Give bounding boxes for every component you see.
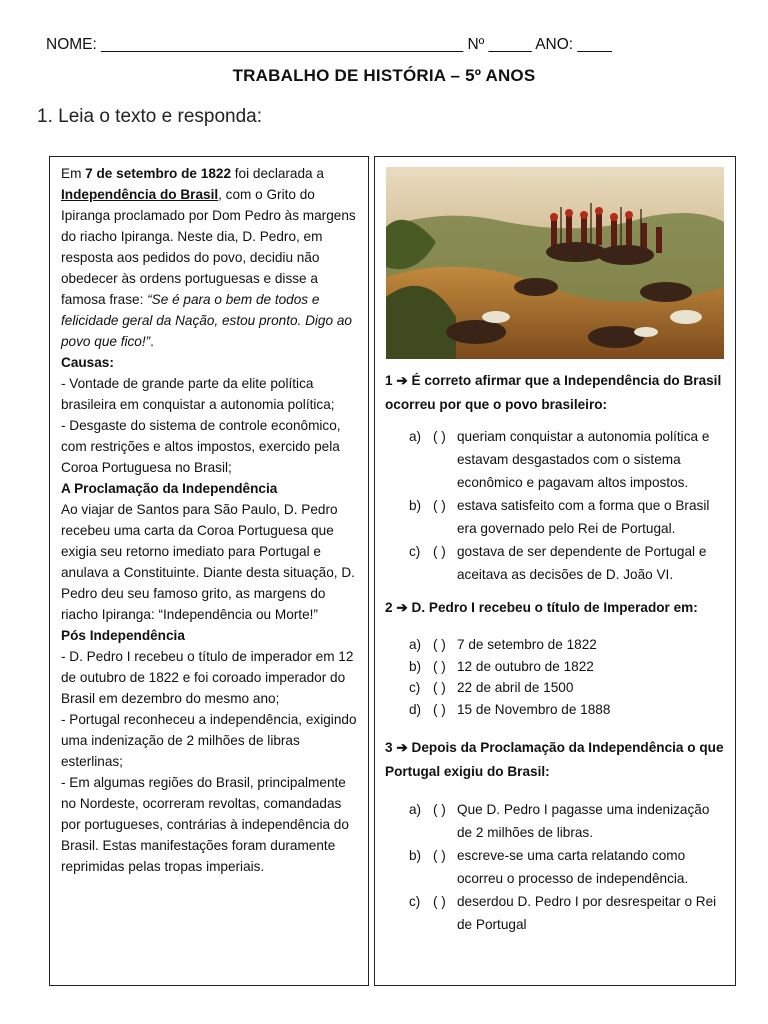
question-number: 2 — [385, 600, 393, 615]
option-b[interactable] — [409, 656, 725, 678]
answer-checkbox[interactable]: ( ) — [433, 429, 446, 444]
page-title: TRABALHO DE HISTÓRIA – 5º ANOS — [232, 66, 536, 85]
option-letter: a) — [409, 429, 422, 444]
option-text: 7 de setembro de 1822 — [457, 637, 597, 652]
question-text: D. Pedro I recebeu o título de Imperador em: — [411, 600, 698, 615]
text-fragment: foi declarada a — [231, 166, 324, 181]
option-d[interactable] — [409, 699, 725, 721]
causas-heading: Causas: — [61, 355, 114, 370]
causa-item: - Vontade de grande parte da elite política brasileira em conquistar a autonomia política; — [61, 376, 335, 412]
answer-checkbox[interactable]: ( ) — [433, 848, 446, 863]
pos-item: - Em algumas regiões do Brasil, principalmente no Nordeste, ocorreram revoltas, comandadas por portugueses, contrárias à independência do Brasil. Estas manifestações foram duramente reprimidas pelas tropas imperiais. — [61, 775, 349, 874]
answer-checkbox[interactable]: ( ) — [433, 802, 446, 817]
option-letter: c) — [409, 894, 421, 909]
option-letter: c) — [409, 680, 421, 695]
question-2-title — [385, 596, 725, 620]
famous-quote: “Se é para o bem de todos e felicidade geral da Nação, estou pronto. Digo ao povo que fico!” — [61, 292, 352, 349]
question-number: 1 — [385, 373, 393, 388]
question-3-options — [385, 798, 725, 936]
question-2-options — [385, 634, 725, 720]
highlight-date: 7 de setembro de 1822 — [85, 166, 231, 181]
question-2 — [385, 596, 725, 720]
option-text: gostava de ser dependente de Portugal e aceitava as decisões de D. João VI. — [457, 544, 707, 582]
pos-independencia-heading: Pós Independência — [61, 628, 185, 643]
arrow-icon: ➔ — [396, 740, 408, 755]
option-text: queriam conquistar a autonomia política e estavam desgastados com o sistema econômico e pagavam altos impostos. — [457, 429, 710, 490]
question-1 — [385, 369, 725, 586]
answer-checkbox[interactable]: ( ) — [433, 894, 446, 909]
questions-box — [374, 156, 736, 986]
question-text: É correto afirmar que a Independência do Brasil ocorreu por que o povo brasileiro: — [385, 373, 722, 412]
question-1-options — [385, 425, 725, 586]
text-fragment: . — [150, 334, 154, 349]
question-3 — [385, 736, 725, 936]
option-text: escreve-se uma carta relatando como ocorreu o processo de independência. — [457, 848, 689, 886]
option-a[interactable] — [409, 425, 725, 494]
name-number-year-line: NOME: __________________________________________ Nº _____ ANO: ____ — [46, 36, 612, 53]
option-letter: b) — [409, 848, 422, 863]
highlight-independence: Independência do Brasil — [61, 187, 219, 202]
option-text: Que D. Pedro I pagasse uma indenização de 2 milhões de libras. — [457, 802, 710, 840]
option-letter: c) — [409, 544, 421, 559]
option-a[interactable] — [409, 634, 725, 656]
question-number: 3 — [385, 740, 393, 755]
arrow-icon: ➔ — [396, 373, 408, 388]
arrow-icon: ➔ — [396, 600, 408, 615]
option-text: 22 de abril de 1500 — [457, 680, 574, 695]
option-letter: b) — [409, 498, 422, 513]
option-c[interactable] — [409, 677, 725, 699]
option-b[interactable] — [409, 494, 725, 540]
independence-painting — [386, 167, 724, 359]
pos-item: - Portugal reconheceu a independência, exigindo uma indenização de 2 milhões de libras esterlinas; — [61, 712, 357, 769]
question-text: Depois da Proclamação da Independência o que Portugal exigiu do Brasil: — [385, 740, 724, 779]
answer-checkbox[interactable]: ( ) — [433, 701, 446, 717]
option-c[interactable] — [409, 890, 725, 936]
option-letter: a) — [409, 802, 422, 817]
reading-text-box — [49, 156, 369, 986]
option-letter: b) — [409, 658, 422, 674]
answer-checkbox[interactable]: ( ) — [433, 498, 446, 513]
answer-checkbox[interactable]: ( ) — [433, 680, 446, 695]
proclamacao-paragraph: Ao viajar de Santos para São Paulo, D. Pedro recebeu uma carta da Coroa Portuguesa que exigia seu retorno imediato para Portugal e anulava a Constituinte. Diante desta situação, D. Pedro deu seu famoso grito, as margens do riacho Ipiranga: “Independência ou Morte!” — [61, 502, 355, 622]
option-text: estava satisfeito com a forma que o Brasil era governado pelo Rei de Portugal. — [457, 498, 710, 536]
option-a[interactable] — [409, 798, 725, 844]
pos-item: - D. Pedro I recebeu o título de imperador em 12 de outubro de 1822 e foi coroado imperador do Brasil em dezembro do mesmo ano; — [61, 649, 354, 706]
option-letter: d) — [409, 701, 422, 717]
intro-paragraph — [61, 163, 360, 352]
text-fragment: , com o Grito do Ipiranga proclamado por Dom Pedro às margens do riacho Ipiranga. Neste dia, D. Pedro, em resposta aos pedidos do povo, decidiu não obedecer às ordens portuguesas e disse a famosa frase: — [61, 187, 356, 307]
option-text: deserdou D. Pedro I por desrespeitar o Rei de Portugal — [457, 894, 717, 932]
instruction: 1. Leia o texto e responda: — [37, 106, 262, 127]
option-text: 12 de outubro de 1822 — [457, 658, 594, 674]
option-b[interactable] — [409, 844, 725, 890]
option-c[interactable] — [409, 540, 725, 586]
causa-item: - Desgaste do sistema de controle econômico, com restrições e altos impostos, exercido pela Coroa Portuguesa no Brasil; — [61, 418, 341, 475]
option-text: 15 de Novembro de 1888 — [457, 701, 611, 717]
proclamacao-heading: A Proclamação da Independência — [61, 481, 278, 496]
answer-checkbox[interactable]: ( ) — [433, 544, 446, 559]
text-fragment: Em — [61, 166, 86, 181]
question-3-title — [385, 736, 725, 784]
option-letter: a) — [409, 637, 422, 652]
answer-checkbox[interactable]: ( ) — [433, 658, 446, 674]
answer-checkbox[interactable]: ( ) — [433, 637, 446, 652]
question-1-title — [385, 369, 725, 417]
